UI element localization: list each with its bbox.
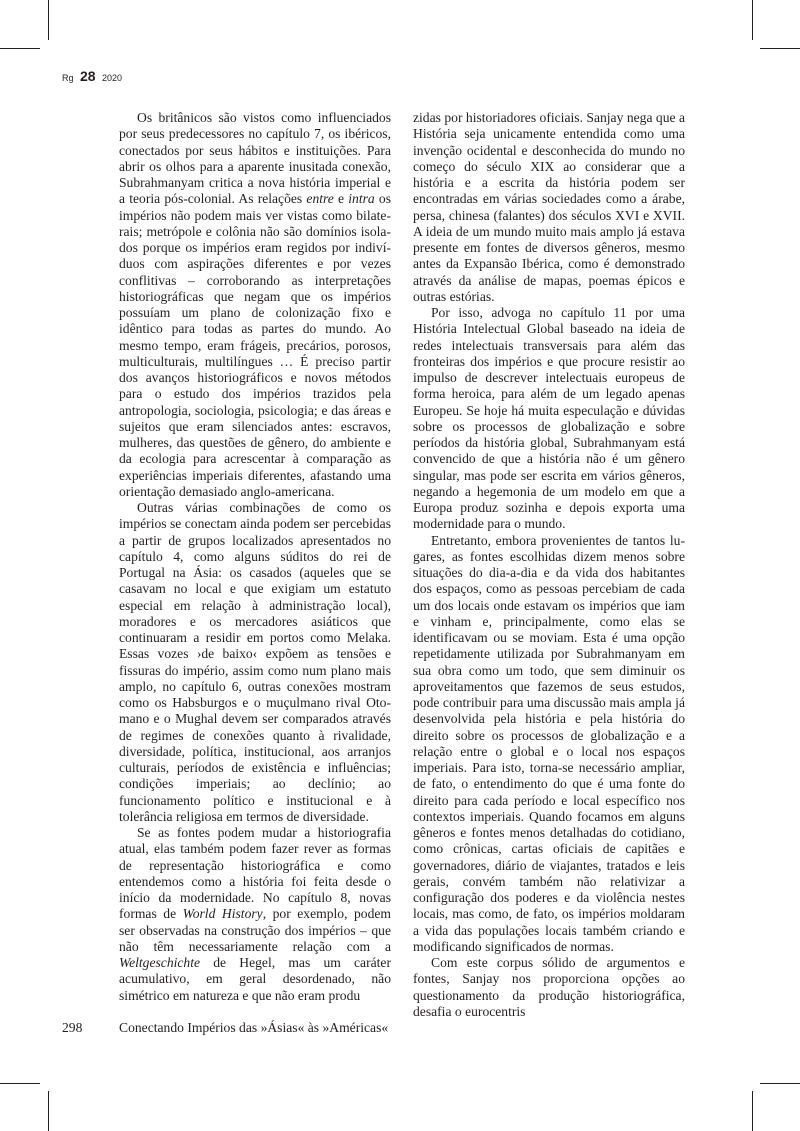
crop-mark (48, 0, 49, 40)
paragraph: Entretanto, embora provenientes de tantos lugares, as fontes escolhidas dizem menos sobre situações do dia-a-dia e da vida dos habitantes dos espaços, como as pessoas percebiam de cada um dos locais onde estavam os impérios que iam e vinham e, principalmente, como elas se identificavam ou se moviam. Esta é uma opção repetidamente utilizada por Subrahmanyam em sua obra como um todo, que sem diminuir os aproveitamentos que fazemos de seus estudos, pode contribuir para uma discussão mais ampla já desenvolvida pela história e pela história do direito sobre os processos de globalização e a relação entre o global e o local nos espaços imperiais. Para isto, torna-se necessário ampliar, de fato, o entendimento do que é uma fonte do direito para cada período e local específico nos contextos imperiais. Quando focamos em alguns gêneros e fontes menos detalhadas do cotidiano, como crônicas, cartas oficiais de capitães e governadores, diário de viajantes, tratados e leis gerais, convém também não relativizar a configuração dos poderes e da violência nestes locais, mas como, de fato, os impérios moldaram a vida das populações locais também criando e modificando significados de normas. (413, 532, 685, 954)
paragraph: zidas por historiadores oficiais. Sanjay nega que a História seja unicamente entendida como uma invenção ocidental e desconhecida do mundo no começo do século XIX ao considerar que a história e a escrita da história podem ser encontradas em várias sociedades como a árabe, persa, chinesa (falantes) dos séculos XVI e XVII. A ideia de um mundo muito mais amplo já estava presente em fontes de diversos gêneros, mesmo antes da Expansão Ibérica, como é demonstrado através da análise de mapas, poemas épicos e outras estórias. (413, 110, 685, 304)
text-column-right (413, 110, 685, 1020)
volume-number: 28 (79, 68, 96, 84)
crop-mark (752, 1091, 753, 1131)
crop-mark (760, 1083, 800, 1084)
running-title: Conectando Impérios das »Ásias« às »Américas« (119, 1020, 389, 1035)
running-header (62, 68, 122, 86)
paragraph: Os britânicos são vistos como influenciados por seus predecessores no capítulo 7, os ibéricos, conectados por seus hábitos e instituições. Para abrir os olhos para a aparente inusitada conexão, Subrahmanyam critica a nova história imperial e a teoria pós-colonial. As relações entre e intra os impérios não podem mais ver vistas como bilaterais; metrópole e colônia não são domínios isolados porque os impérios eram regidos por indivíduos com aspirações diferentes e por vezes conflitivas – corroborando as interpretações historiográficas que negam que os impérios possuíam um plano de colonização fixo e idêntico para todas as partes do mundo. Ao mesmo tempo, eram frágeis, precários, porosos, multiculturais, multilíngues … É preciso partir dos avanços historiográficos e novos métodos para o estudo dos impérios trazidos pela antropologia, sociologia, psicologia; e das áreas e sujeitos que eram silenciados antes: escravos, mulheres, das questões de gênero, do ambiente e da ecologia para acrescentar à comparação as experiências imperiais diferentes, afastando uma orientação demasiado anglo-americana. (119, 110, 391, 499)
crop-mark (48, 1091, 49, 1131)
volume-year: 2020 (102, 73, 123, 83)
paragraph: Por isso, advoga no capítulo 11 por uma História Intelectual Global baseado na ideia de redes intelectuais transversais para além das fronteiras dos impérios e que procure resistir ao impulso de descrever intelectuais europeus de forma heroica, para além de um legado apenas Europeu. Se hoje há muita especulação e dúvidas sobre os processos de globalização e sobre períodos da história global, Subrahmanyam está convencido de que a história não é um gênero singular, mas pode ser escrita em vários gêneros, negando a hegemonia de um modelo em que a Europa produz sozinha e depois exporta uma modernidade para o mundo. (413, 305, 685, 532)
text-column-left (119, 110, 391, 1004)
paragraph: Com este corpus sólido de argumentos e fontes, Sanjay nos proporciona opções ao questionamento da produção historiográfica, desafia o eurocentris (413, 955, 685, 1019)
paragraph: Outras várias combinações de como os impérios se conectam ainda podem ser percebidas a partir de grupos localizados apresentados no capítulo 4, como alguns súditos do rei de Portugal na Ásia: os casados (aqueles que se casavam no local e que exigiam um estatuto especial em relação à administração local), moradores e os mercadores asiáticos que continuaram a residir em portos como Melaka. Essas vozes ›de baixo‹ expõem as tensões e fissuras do império, assim como num plano mais amplo, no capítulo 6, outras conexões mostram como os Habsburgos e o muçulmano rival Otomano e o Mughal devem ser comparados através de regimes de conexões quanto à rivalidade, diversidade, política, institucional, aos arranjos culturais, períodos de existência e influências; condições imperiais; ao declínio; ao funcionamento político e institucional e à tolerância religiosa em termos de diversidade. (119, 500, 391, 824)
crop-mark (752, 0, 753, 40)
crop-mark (0, 1083, 40, 1084)
page-number: 298 (62, 1020, 83, 1035)
crop-mark (760, 48, 800, 49)
page-footer (62, 1020, 388, 1036)
paragraph: Se as fontes podem mudar a historiografia atual, elas também podem fazer rever as formas de representação historiográfica e como entendemos como a história foi feita desde o início da modernidade. No capítulo 8, novas formas de World History, por exemplo, podem ser observadas na construção dos impérios – que não têm necessariamente relação com a Weltgeschichte de Hegel, mas um caráter acumulativo, em geral desordenado, não simétrico em natureza e que não eram produ (119, 825, 391, 1003)
crop-mark (0, 48, 40, 49)
journal-brand: Rg (62, 73, 74, 83)
